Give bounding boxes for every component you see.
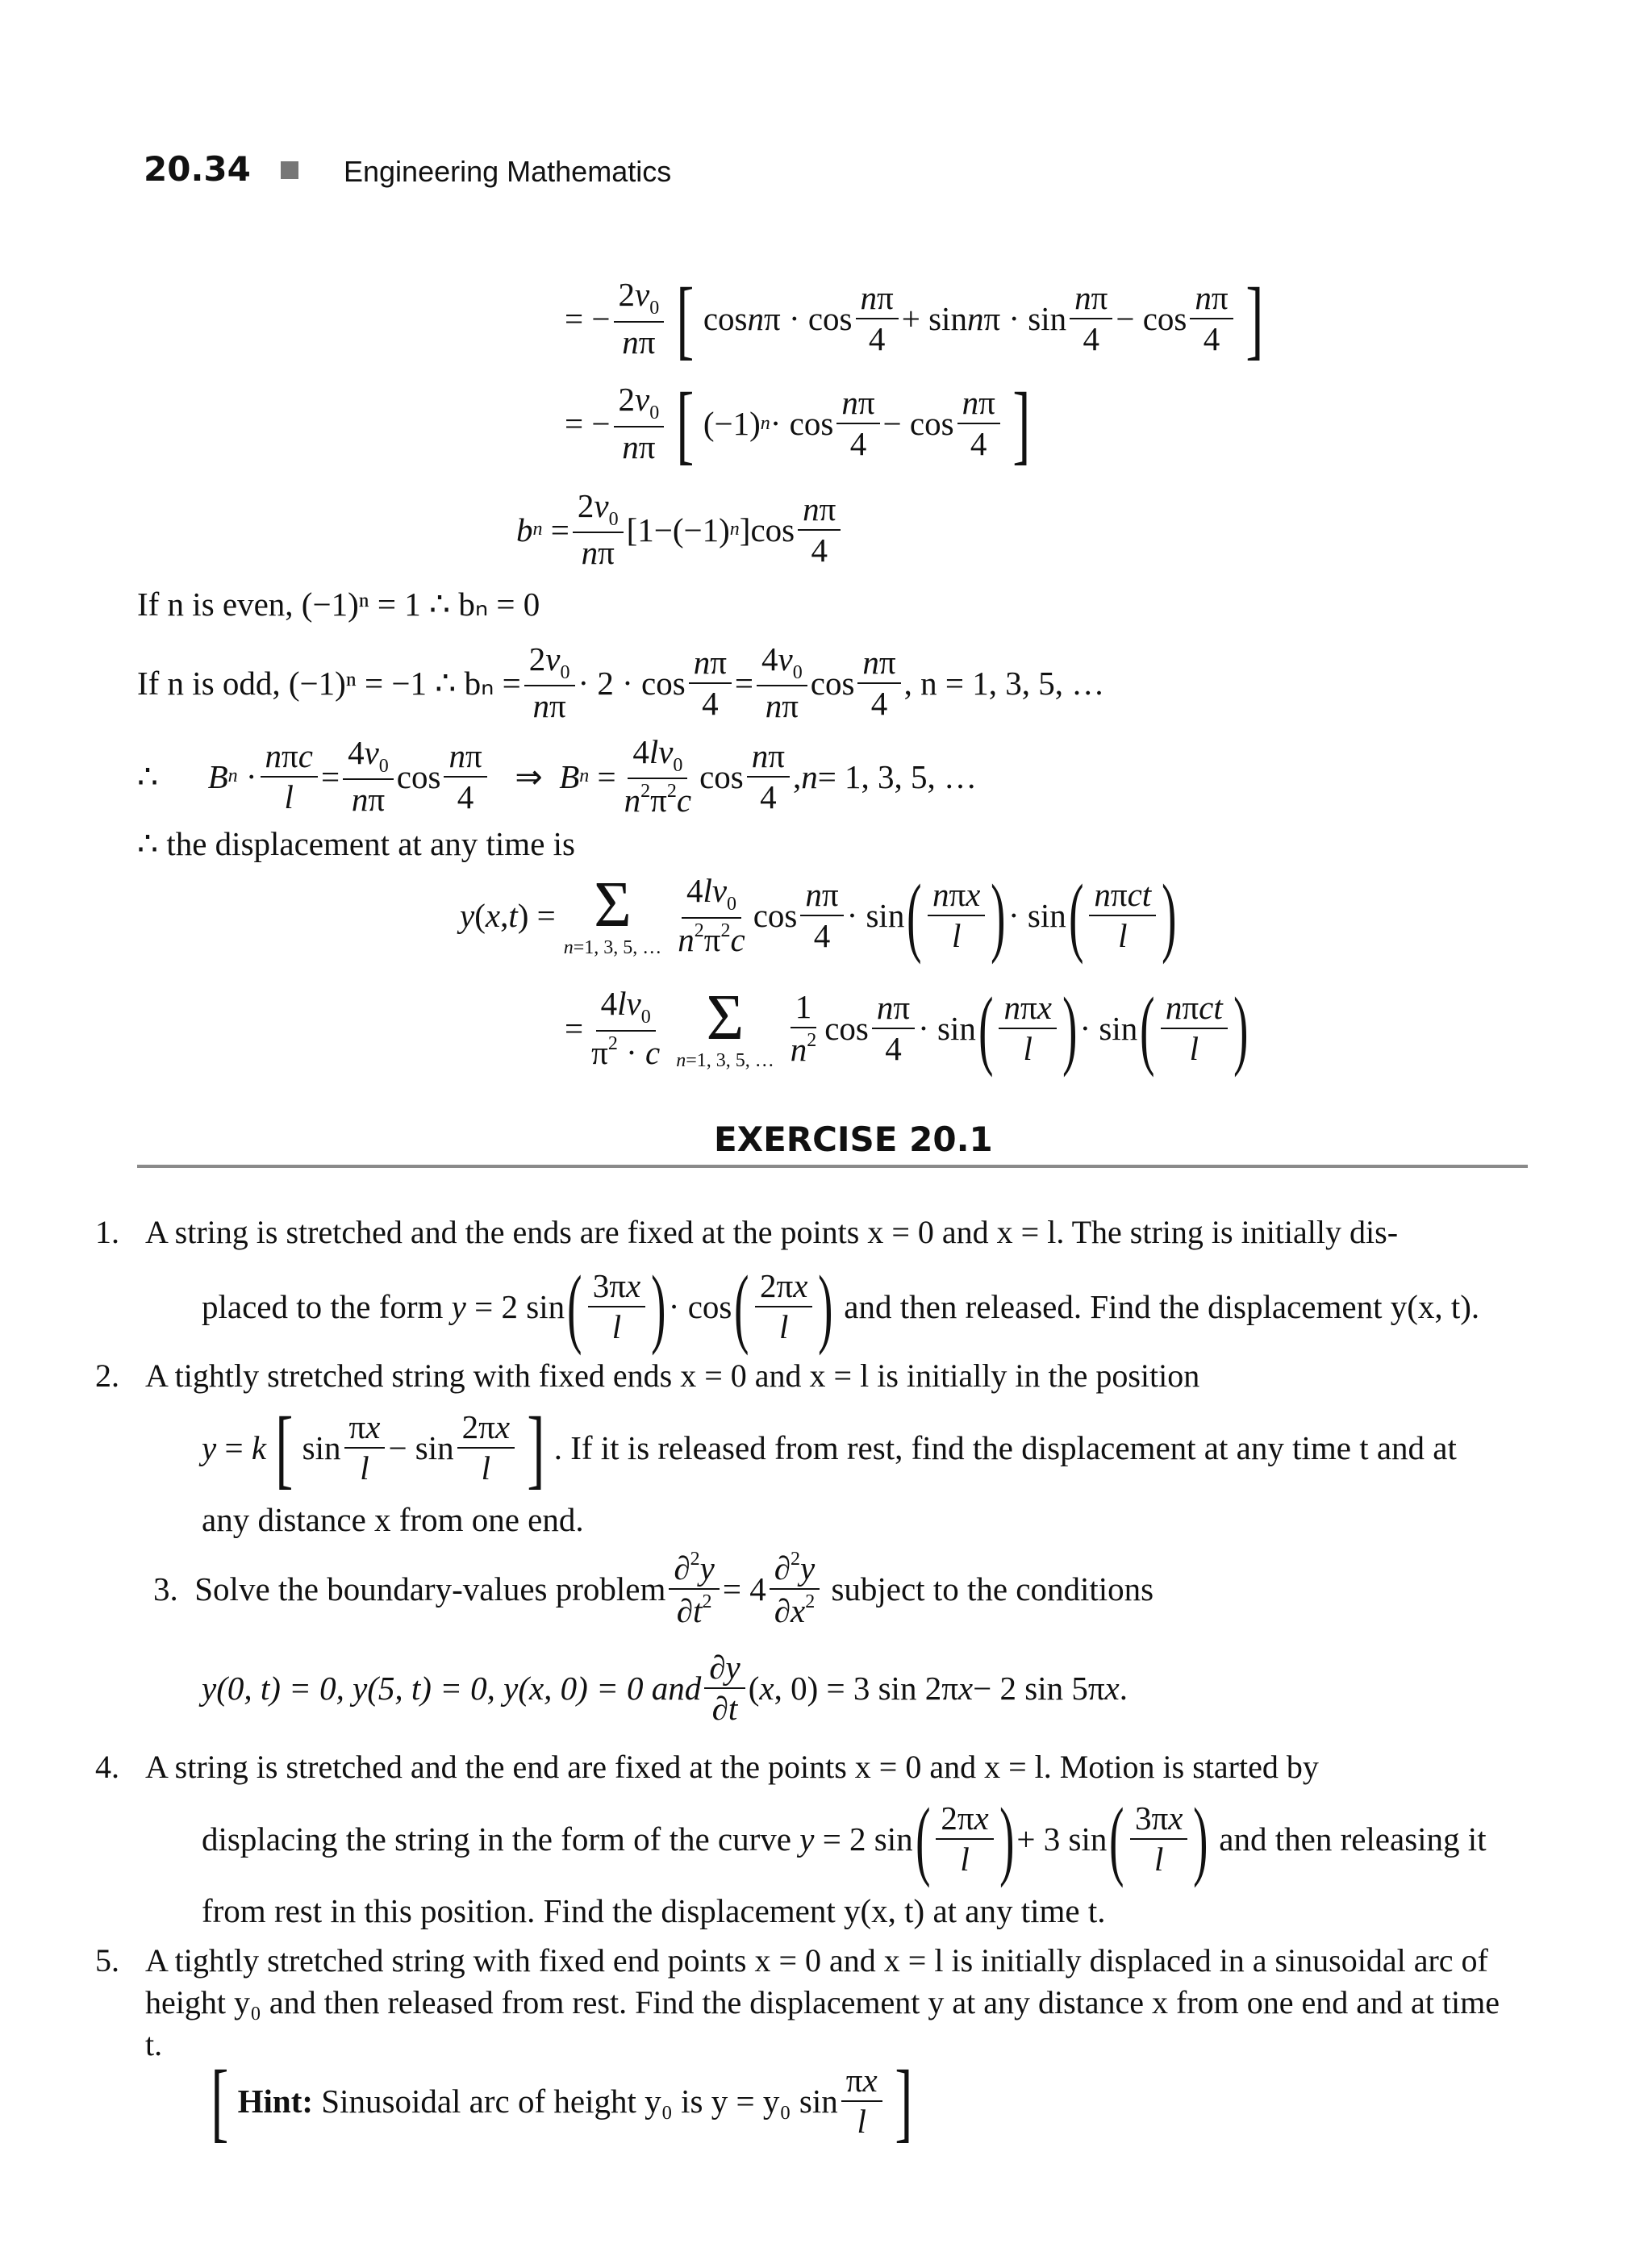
derivation-line-2: = − $\frac{2v_0}{n\pi}$ [ (−1) n · cos $\frac{n\pi}{4}$ − cos $\frac{n\pi}{4}$ ] (565, 374, 1031, 473)
header-square-icon (281, 161, 298, 179)
exercise-number: 3. (153, 1570, 178, 1608)
exercise-text: and then released. Find the displacement y(x, t). (844, 1288, 1480, 1325)
exercise-text: from rest in this position. Find the displacement y(x, t) at any time t. (202, 1892, 1106, 1929)
exercise-text: Solve the boundary-values problem (194, 1570, 666, 1608)
case-odd-prefix: If n is odd, (−1)ⁿ = −1 ∴ bₙ = (137, 664, 521, 702)
odd-suffix: , n = 1, 3, 5, … (903, 664, 1105, 702)
exercise-2-formula: y = k [ sin $\frac{\pi x}{l}$ − sin $\frac{2\pi x}{l}$ ] . If it is released from rest, find the displacement at any time t and at (202, 1399, 1457, 1497)
exercise-text: A string is stretched and the ends are fixed at the points x = 0 and x = l. The string is initially dis- (145, 1214, 1399, 1250)
exercise-1 (95, 1211, 1508, 1253)
displacement-formula-1: y ( x , t ) = Σ n=1, 3, 5, … $\frac{4lv_0}{n^2\pi^2c}$ cos $\frac{n\pi}{4}$ · sin ( $\frac{\text{nπx}}{l}$ ) · sin ( $\frac{\text{nπct}}{l}$ ) (460, 866, 1177, 965)
exercise-1-formula: placed to the form y = 2 sin ( $\frac{3\pi x}{l}$ ) · cos ( $\frac{2\pi x}{l}$ ) and then released. Find the displacement y(x, t). (202, 1257, 1480, 1356)
page-number: 20.34 (144, 149, 251, 189)
case-odd: If n is odd, (−1)ⁿ = −1 ∴ bₙ = $\frac{2v_0}{n\pi}$ · 2 · cos $\frac{n\pi}{4}$ = $\frac{4v_0}{n\pi}$ cos $\frac{n\pi}{4}$ , n = 1, 3, 5, … (137, 640, 1105, 725)
exercise-4-formula: displacing the string in the form of the curve y = 2 sin ( $\frac{2\pi x}{l}$ ) + 3 sin ( $\frac{3\pi x}{l}$ ) and then releasing it (202, 1790, 1487, 1888)
section-title: EXERCISE 20.1 (714, 1120, 993, 1159)
exercise-text: y(0, t) = 0, y(5, t) = 0, y(x, 0) = 0 and (202, 1670, 702, 1708)
derivation-line-3: b n = $\frac{2v_0}{n\pi}$ [1−(−1) n ]cos $\frac{n\pi}{4}$ (516, 488, 844, 571)
exercise-text: and then releasing it (1219, 1820, 1487, 1858)
exercise-text: placed to the form (202, 1288, 444, 1325)
book-title: Engineering Mathematics (344, 155, 672, 188)
exercise-text: . If it is released from rest, find the displacement at any time t and at (553, 1429, 1457, 1466)
bn-line: ∴ B n · $\frac{\text{nπc}}{l}$ = $\frac{4v_0}{n\pi}$ cos $\frac{n\pi}{4}$ ⇒ B n = $\frac{4lv_0}{n^2\pi^2c}$ cos $\frac{n\pi}{4}$ , n = 1, 3, 5, … (137, 733, 978, 819)
exercise-text: A tightly stretched string with fixed ends x = 0 and x = l is initially in the position (145, 1357, 1200, 1394)
exercise-text: subject to the conditions (831, 1570, 1154, 1608)
exercise-5 (95, 1940, 1508, 2066)
displacement-formula-2: = $\frac{4lv_0}{\pi^2 \cdot c}$ Σ n=1, 3, 5, … $\frac{1}{n^2}$ cos $\frac{n\pi}{4}$ · sin ( $\frac{\text{nπx}}{l}$ ) · sin ( $\frac{\text{nπct}}{l}$ ) (565, 979, 1249, 1078)
section-divider (137, 1165, 1528, 1168)
exercise-2 (95, 1355, 1508, 1397)
exercise-4 (95, 1746, 1508, 1788)
exercise-3: 3. Solve the boundary-values problem $\frac{\partial^2y}{\partial t^2}$ = 4 $\frac{\partial^2y}{\partial x^2}$ subject to the conditions (153, 1549, 1154, 1630)
displacement-intro: ∴ the displacement at any time is (137, 825, 575, 862)
derivation-line-1: = − $\frac{2v_0}{n\pi}$ [ cos n π · cos $\frac{n\pi}{4}$ + sin n π · sin $\frac{n\pi}{4}$ − cos $\frac{n\pi}{4}$ ] (565, 269, 1263, 368)
exercise-text: A string is stretched and the end are fixed at the points x = 0 and x = l. Motion is started by (145, 1749, 1319, 1785)
exercise-5-hint: [ Hint: Sinusoidal arc of height y₀ is y = y₀ sin $\frac{\pi x}{l}$ ] (211, 2052, 912, 2150)
hint-text: Sinusoidal arc of height y₀ is y = y₀ sin (321, 2083, 838, 2120)
exercise-text: A tightly stretched string with fixed end points x = 0 and x = l is initially displaced in a sinusoidal arc of height y₀ and then released from rest. Find the displacement y at any distance x from one end and at time t. (145, 1942, 1500, 2062)
exercise-number: 1. (95, 1214, 119, 1250)
case-even: If n is even, (−1)ⁿ = 1 ∴ bₙ = 0 (137, 586, 540, 623)
exercise-number: 4. (95, 1749, 119, 1785)
exercise-text: displacing the string in the form of the curve (202, 1820, 791, 1858)
exercise-number: 5. (95, 1942, 119, 1979)
hint-label: Hint: (237, 2083, 314, 2120)
exercise-number: 2. (95, 1357, 119, 1394)
exercise-text: any distance x from one end. (202, 1501, 584, 1538)
exercise-3-conditions: y(0, t) = 0, y(5, t) = 0, y(x, 0) = 0 and $\frac{\partial y}{\partial t}$ ( x , 0) = 3 sin 2π x − 2 sin 5π x . (202, 1649, 1128, 1728)
